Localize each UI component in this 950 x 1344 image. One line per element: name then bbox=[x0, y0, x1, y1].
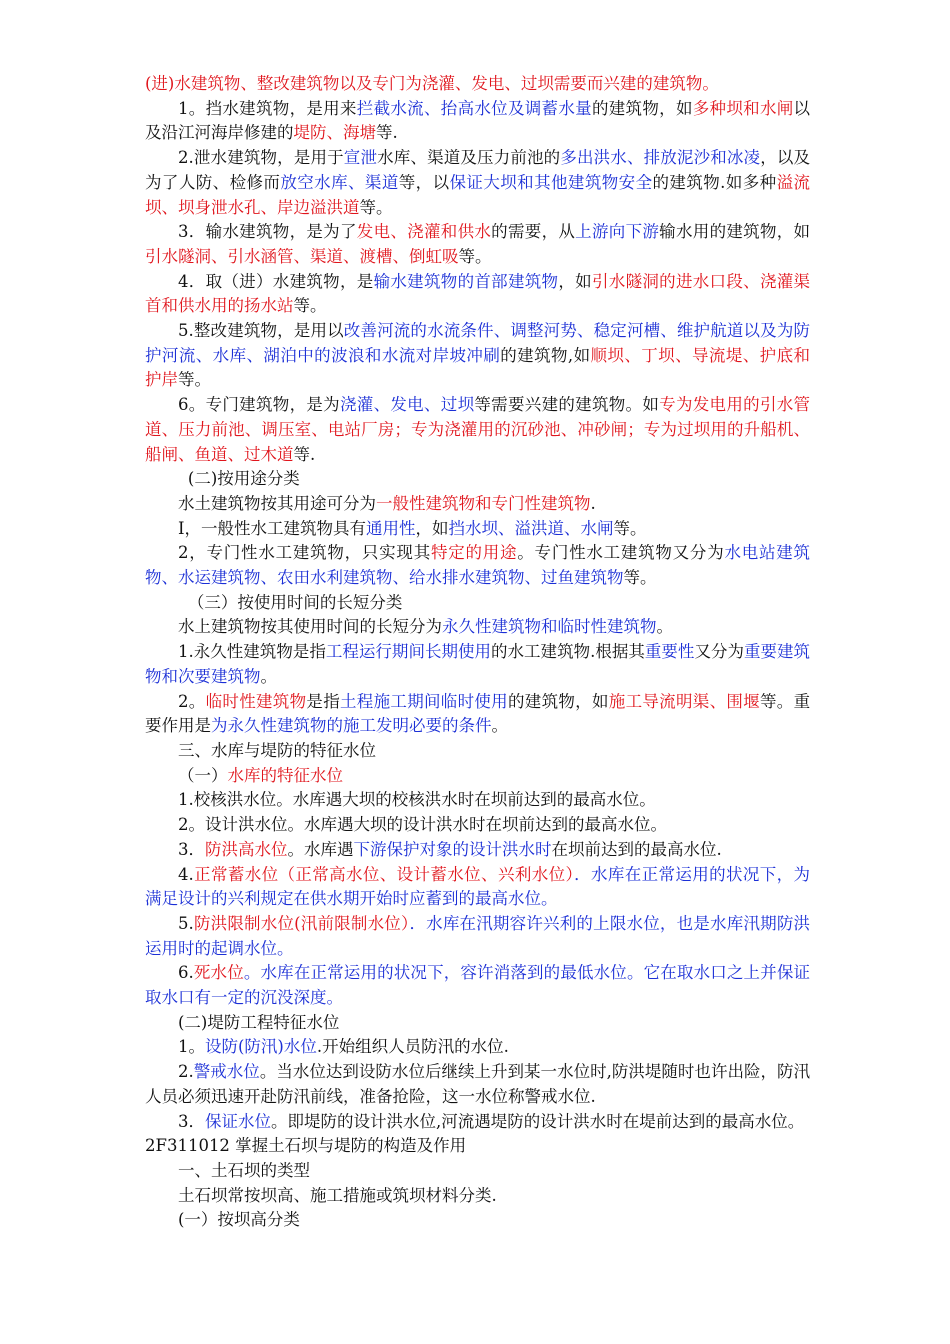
text-run: 等。 bbox=[178, 370, 211, 390]
text-run: 为永久性建筑物的施工发明必要的条件 bbox=[211, 716, 492, 736]
text-run: (二)按用途分类 bbox=[187, 469, 300, 489]
text-run: 警戒水位 bbox=[193, 1062, 260, 1082]
text-run: 三、水库与堤防的特征水位 bbox=[178, 740, 376, 760]
paragraph bbox=[145, 220, 810, 269]
paragraph bbox=[145, 1208, 810, 1233]
text-run: 。 bbox=[260, 666, 277, 686]
paragraph bbox=[145, 591, 810, 616]
text-run: 5.整改建筑物，是用以 bbox=[178, 321, 344, 341]
text-run: (一）按坝高分类 bbox=[178, 1210, 300, 1230]
paragraph bbox=[145, 146, 810, 220]
text-run: 防洪高水位 bbox=[205, 839, 288, 859]
text-run: I，一般性水工建筑物具有 bbox=[178, 518, 367, 538]
text-run: （三）按使用时间的长短分类 bbox=[187, 592, 403, 612]
text-run: 水土建筑物按其用途可分为 bbox=[178, 493, 376, 513]
paragraph bbox=[145, 467, 810, 492]
text-run: 2. bbox=[178, 1062, 194, 1082]
text-run: 多出洪水、排放泥沙和冰凌 bbox=[560, 148, 761, 168]
text-run: 保证大坝和其他建筑物安全 bbox=[449, 172, 653, 192]
text-run: 等. bbox=[293, 444, 316, 464]
text-run: 堤防、海塘 bbox=[293, 123, 376, 143]
text-run: 挡水坝、溢洪道、水闸 bbox=[448, 518, 614, 538]
paragraph bbox=[145, 319, 810, 393]
text-run: 施工导流明渠、围堰 bbox=[608, 691, 760, 711]
text-run: 工程运行期间长期使用 bbox=[325, 642, 492, 662]
text-run: 输水建筑物的首部建筑物 bbox=[373, 271, 559, 291]
text-run: 2，专门性水工建筑物，只实现其 bbox=[178, 543, 431, 563]
text-run: 上游向下游 bbox=[575, 222, 660, 242]
paragraph bbox=[145, 492, 810, 517]
text-run: 保证水位 bbox=[205, 1111, 271, 1131]
text-run: 一般性建筑物和专门性建筑物 bbox=[376, 493, 591, 513]
text-run: ．水库在汛期容许兴利的上限水位，也是水库汛期防洪运用时的起调水位。 bbox=[145, 913, 811, 958]
text-run: 等。重要作用是 bbox=[145, 691, 811, 736]
text-run: 水电站建筑物、水运建筑物、农田水利建筑物、给水排水建筑物、过鱼建筑物 bbox=[145, 543, 811, 588]
text-run: 等。 bbox=[293, 296, 327, 316]
text-run: 以及沿江河海岸修建的 bbox=[145, 98, 811, 143]
text-run: 。当水位达到设防水位后继续上升到某一水位时,防洪堤随时也许出险，防汛人员必须迅速开赴防汛前线，准备抢险，这一水位称警戒水位. bbox=[145, 1062, 811, 1106]
document-page bbox=[145, 72, 810, 1233]
text-run: 通用性 bbox=[366, 518, 416, 538]
text-run: 等。 bbox=[359, 197, 393, 217]
text-run: 5. bbox=[178, 913, 194, 933]
text-run: 下游保护对象的设计洪水时 bbox=[353, 839, 552, 859]
text-run: 水库、渠道及压力前池的 bbox=[377, 148, 561, 168]
text-run: 多种坝和水闸 bbox=[692, 98, 794, 118]
text-run: 在坝前达到的最高水位. bbox=[551, 839, 722, 859]
text-run: 。水库在正常运用的状况下，容许消落到的最低水位。它在取水口之上并保证取水口有一定的沉没深度。 bbox=[145, 963, 811, 1008]
text-run: 4. bbox=[178, 864, 194, 884]
text-run: 等。 bbox=[458, 246, 492, 266]
text-run: (二)堤防工程特征水位 bbox=[178, 1012, 340, 1032]
text-run: 重要建筑物和次要建筑物 bbox=[145, 642, 811, 686]
text-run: 溢流坝、坝身泄水孔、岸边溢洪道 bbox=[145, 172, 811, 217]
text-run: 的建筑物，如 bbox=[507, 691, 609, 711]
text-run: . bbox=[590, 493, 596, 513]
text-run: 2.泄水建筑物，是用于 bbox=[178, 148, 344, 168]
paragraph bbox=[145, 863, 810, 912]
text-run: 。 bbox=[491, 716, 508, 736]
text-run: 土程施工期间临时使用 bbox=[340, 691, 508, 711]
text-run: 临时性建筑物 bbox=[205, 691, 307, 711]
paragraph bbox=[145, 640, 810, 689]
paragraph bbox=[145, 838, 810, 863]
text-run: 拦截水流、抬高水位及调蓄水量 bbox=[356, 98, 592, 118]
text-run: 1。挡水建筑物，是用来 bbox=[178, 98, 357, 118]
text-run: 1。 bbox=[178, 1037, 205, 1057]
paragraph bbox=[145, 1110, 810, 1135]
text-run: ，如 bbox=[558, 271, 592, 291]
text-run: 的需要，从 bbox=[491, 222, 576, 242]
text-run: 改善河流的水流条件、调整河势、稳定河槽、维护航道以及为防护河流、水库、湖泊中的波浪和水流对岸坡冲刷 bbox=[145, 321, 810, 365]
text-run: 2。 bbox=[178, 691, 206, 711]
paragraph bbox=[145, 1011, 810, 1036]
text-run: 等需要兴建的建筑物。如 bbox=[474, 395, 660, 415]
text-run: 4．取（进）水建筑物，是 bbox=[178, 271, 374, 291]
paragraph bbox=[145, 1134, 810, 1159]
paragraph bbox=[145, 72, 810, 97]
text-run: 引水隧洞的进水口段、浇灌渠首和供水用的扬水站 bbox=[145, 271, 811, 316]
text-run: 专为发电用的引水管道、压力前池、调压室、电站厂房；专为浇灌用的沉砂池、冲砂闸；专为过坝用的升船机、船闸、鱼道、过木道 bbox=[145, 395, 811, 464]
text-run: 正常蓄水位（正常高水位、设计蓄水位、兴利水位） bbox=[193, 864, 575, 884]
text-run: 的建筑物.如多种 bbox=[652, 172, 777, 192]
text-run: 等。 bbox=[623, 568, 657, 588]
text-run: 。水库遇 bbox=[287, 839, 354, 859]
text-run: 2。设计洪水位。水库遇大坝的设计洪水时在坝前达到的最高水位。 bbox=[178, 815, 667, 835]
paragraph bbox=[145, 961, 810, 1010]
text-run: 6. bbox=[178, 963, 194, 983]
paragraph bbox=[145, 788, 810, 813]
text-run: 3． bbox=[178, 839, 205, 859]
paragraph bbox=[145, 1060, 810, 1109]
text-run: 重要性 bbox=[644, 642, 695, 662]
text-run: 的建筑物,如 bbox=[500, 345, 591, 365]
paragraph bbox=[145, 615, 810, 640]
text-run: 宣泄 bbox=[343, 148, 378, 168]
paragraph bbox=[145, 813, 810, 838]
text-run: 等。 bbox=[613, 518, 647, 538]
text-run: （一） bbox=[178, 765, 228, 785]
paragraph bbox=[145, 517, 810, 542]
text-run: 。专门性水工建筑物又分为 bbox=[517, 543, 725, 563]
text-run: 。 bbox=[656, 617, 673, 637]
text-run: 1.永久性建筑物是指 bbox=[178, 642, 326, 662]
text-run: 死水位 bbox=[193, 963, 244, 983]
text-run: 设防(防汛)水位 bbox=[205, 1037, 317, 1057]
paragraph bbox=[145, 912, 810, 961]
text-run: 输水用的建筑物，如 bbox=[659, 222, 811, 242]
text-run: 永久性建筑物和临时性建筑物 bbox=[442, 617, 657, 637]
text-run: 发电、浇灌和供水 bbox=[356, 222, 492, 242]
paragraph bbox=[145, 1159, 810, 1184]
paragraph bbox=[145, 764, 810, 789]
text-run: 土石坝常按坝高、施工措施或筑坝材料分类. bbox=[178, 1185, 497, 1205]
paragraph bbox=[145, 393, 810, 467]
text-run: 浇灌、发电、过坝 bbox=[339, 395, 475, 415]
text-run: 3． bbox=[178, 1111, 205, 1131]
text-run: 水库的特征水位 bbox=[227, 765, 343, 785]
text-run: 一、土石坝的类型 bbox=[178, 1160, 310, 1180]
text-run: 顺坝、丁坝、导流堤、护底和护岸 bbox=[145, 345, 811, 390]
paragraph bbox=[145, 270, 810, 319]
text-run: 的建筑物，如 bbox=[591, 98, 693, 118]
paragraph bbox=[145, 541, 810, 590]
paragraph bbox=[145, 1184, 810, 1209]
text-run: 又分为 bbox=[694, 642, 744, 662]
text-run: 水上建筑物按其使用时间的长短分为 bbox=[178, 617, 442, 637]
text-run: 。即堤防的设计洪水位,河流遇堤防的设计洪水时在堤前达到的最高水位。 bbox=[271, 1111, 805, 1131]
text-run: 引水隧洞、引水涵管、渠道、渡槽、倒虹吸 bbox=[145, 246, 459, 266]
text-run: ，以及为了人防、检修而 bbox=[145, 148, 811, 192]
text-run: 3．输水建筑物，是为了 bbox=[178, 222, 357, 242]
text-run: (进)水建筑物、整改建筑物以及专门为浇灌、发电、过坝需要而兴建的建筑物。 bbox=[145, 74, 719, 93]
text-run: 1.校核洪水位。水库遇大坝的校核洪水时在坝前达到的最高水位。 bbox=[178, 790, 656, 810]
text-run: 放空水库、渠道 bbox=[280, 172, 399, 192]
text-run: 是指 bbox=[306, 691, 340, 711]
text-run: ．水库在正常运用的状况下，为满足设计的兴利规定在供水期开始时应蓄到的最高水位。 bbox=[145, 864, 811, 909]
text-run: 6。专门建筑物，是为 bbox=[178, 395, 340, 415]
text-run: ，如 bbox=[415, 518, 449, 538]
paragraph bbox=[145, 739, 810, 764]
text-run: 防洪限制水位(汛前限制水位） bbox=[193, 913, 410, 933]
text-run: .开始组织人员防汛的水位. bbox=[316, 1037, 509, 1057]
text-run: 等. bbox=[376, 123, 398, 143]
paragraph bbox=[145, 690, 810, 739]
paragraph bbox=[145, 97, 810, 146]
text-run: 的水工建筑物.根据其 bbox=[491, 642, 645, 662]
text-run: 等，以 bbox=[398, 172, 450, 192]
text-run: 2F311012 掌握土石坝与堤防的构造及作用 bbox=[145, 1136, 467, 1156]
paragraph bbox=[145, 1035, 810, 1060]
text-run: 特定的用途 bbox=[430, 543, 518, 563]
